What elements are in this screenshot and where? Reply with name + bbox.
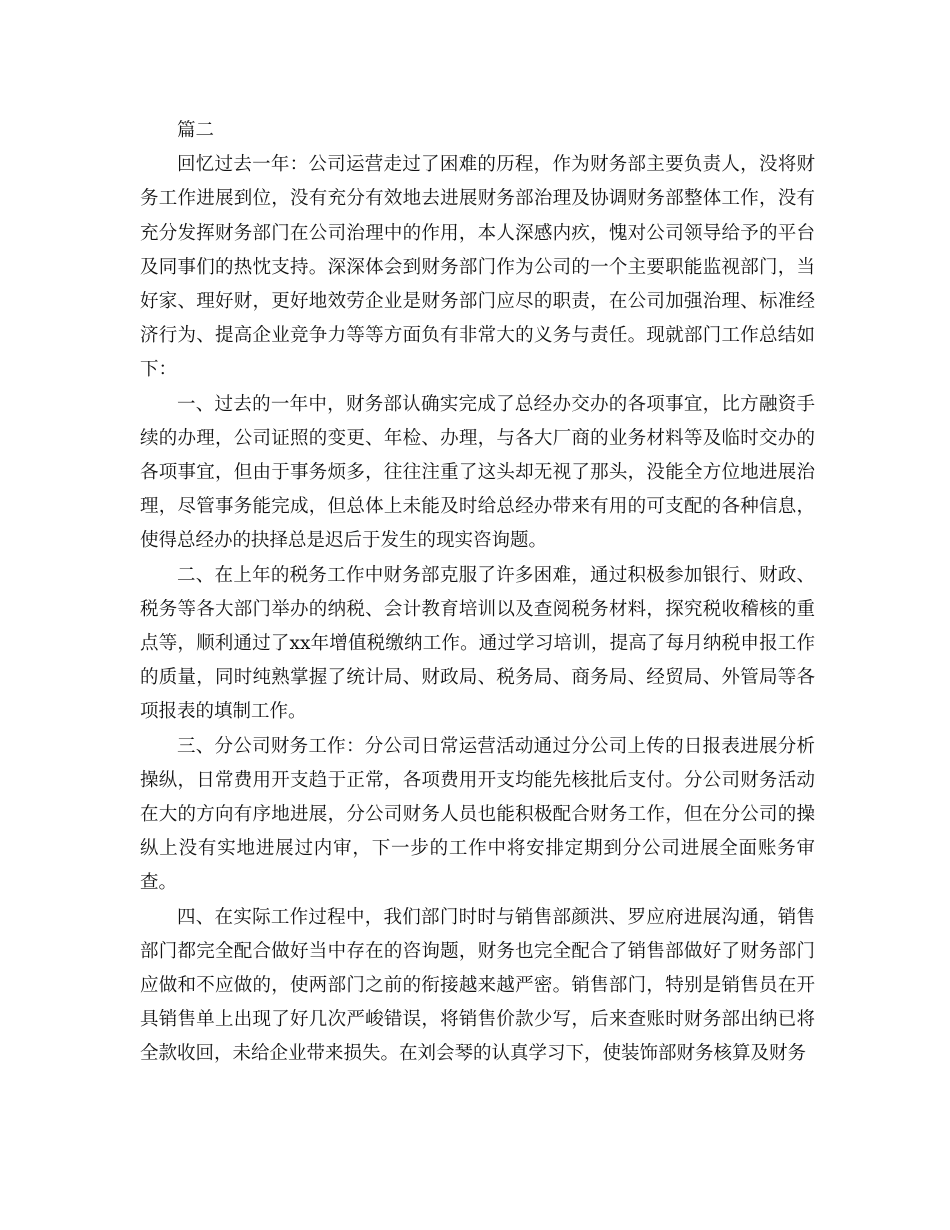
paragraph-intro: 回忆过去一年：公司运营走过了困难的历程，作为财务部主要负责人，没将财务工作进展到位，没有充分有效地去进展财务部治理及协调财务部整体工作，没有充分发挥财务部门在公司治理中的作用，本人深感内疚，愧对公司领导给予的平台及同事们的热忱支持。深深体会到财务部门作为公司的一个主要职能监视部门，当好家、理好财，更好地效劳企业是财务部门应尽的职责，在公司加强治理、标准经济行为、提高企业竞争力等等方面负有非常大的义务与责任。现就部门工作总结如下：: [140, 154, 815, 381]
paragraph-item-1: 一、过去的一年中，财务部认确实完成了总经办交办的各项事宜，比方融资手续的办理，公司证照的变更、年检、办理，与各大厂商的业务材料等及临时交办的各项事宜，但由于事务烦多，往往注重了这头却无视了那头，没能全方位地进展治理，尽管事务能完成，但总体上未能及时给总经办带来有用的可支配的各种信息，使得总经办的抉择总是迟后于发生的现实咨询题。: [140, 393, 815, 552]
document-body: [140, 114, 815, 1072]
section-heading: 篇二: [177, 120, 215, 141]
paragraph-item-2: 二、在上年的税务工作中财务部克服了许多困难，通过积极参加银行、财政、税务等各大部门举办的纳税、会计教育培训以及查阅税务材料，探究税收稽核的重点等，顺利通过了xx年增值税缴纳工作。通过学习培训，提高了每月纳税申报工作的质量，同时纯熟掌握了统计局、财政局、税务局、商务局、经贸局、外管局等各项报表的填制工作。: [140, 564, 815, 723]
paragraph-item-4: 四、在实际工作过程中，我们部门时时与销售部颜洪、罗应府进展沟通，销售部门都完全配合做好当中存在的咨询题，财务也完全配合了销售部做好了财务部门应做和不应做的，使两部门之前的衔接越来越严密。销售部门，特别是销售员在开具销售单上出现了好几次严峻错误，将销售价款少写，后来查账时财务部出纳已将全款收回，未给企业带来损失。在刘会琴的认真学习下，使装饰部财务核算及财务: [140, 906, 815, 1065]
paragraph-item-3: 三、分公司财务工作：分公司日常运营活动通过分公司上传的日报表进展分析操纵，日常费用开支趋于正常，各项费用开支均能先核批后支付。分公司财务活动在大的方向有序地进展，分公司财务人员也能积极配合财务工作，但在分公司的操纵上没有实地进展过内审，下一步的工作中将安排定期到分公司进展全面账务审查。: [140, 735, 815, 894]
